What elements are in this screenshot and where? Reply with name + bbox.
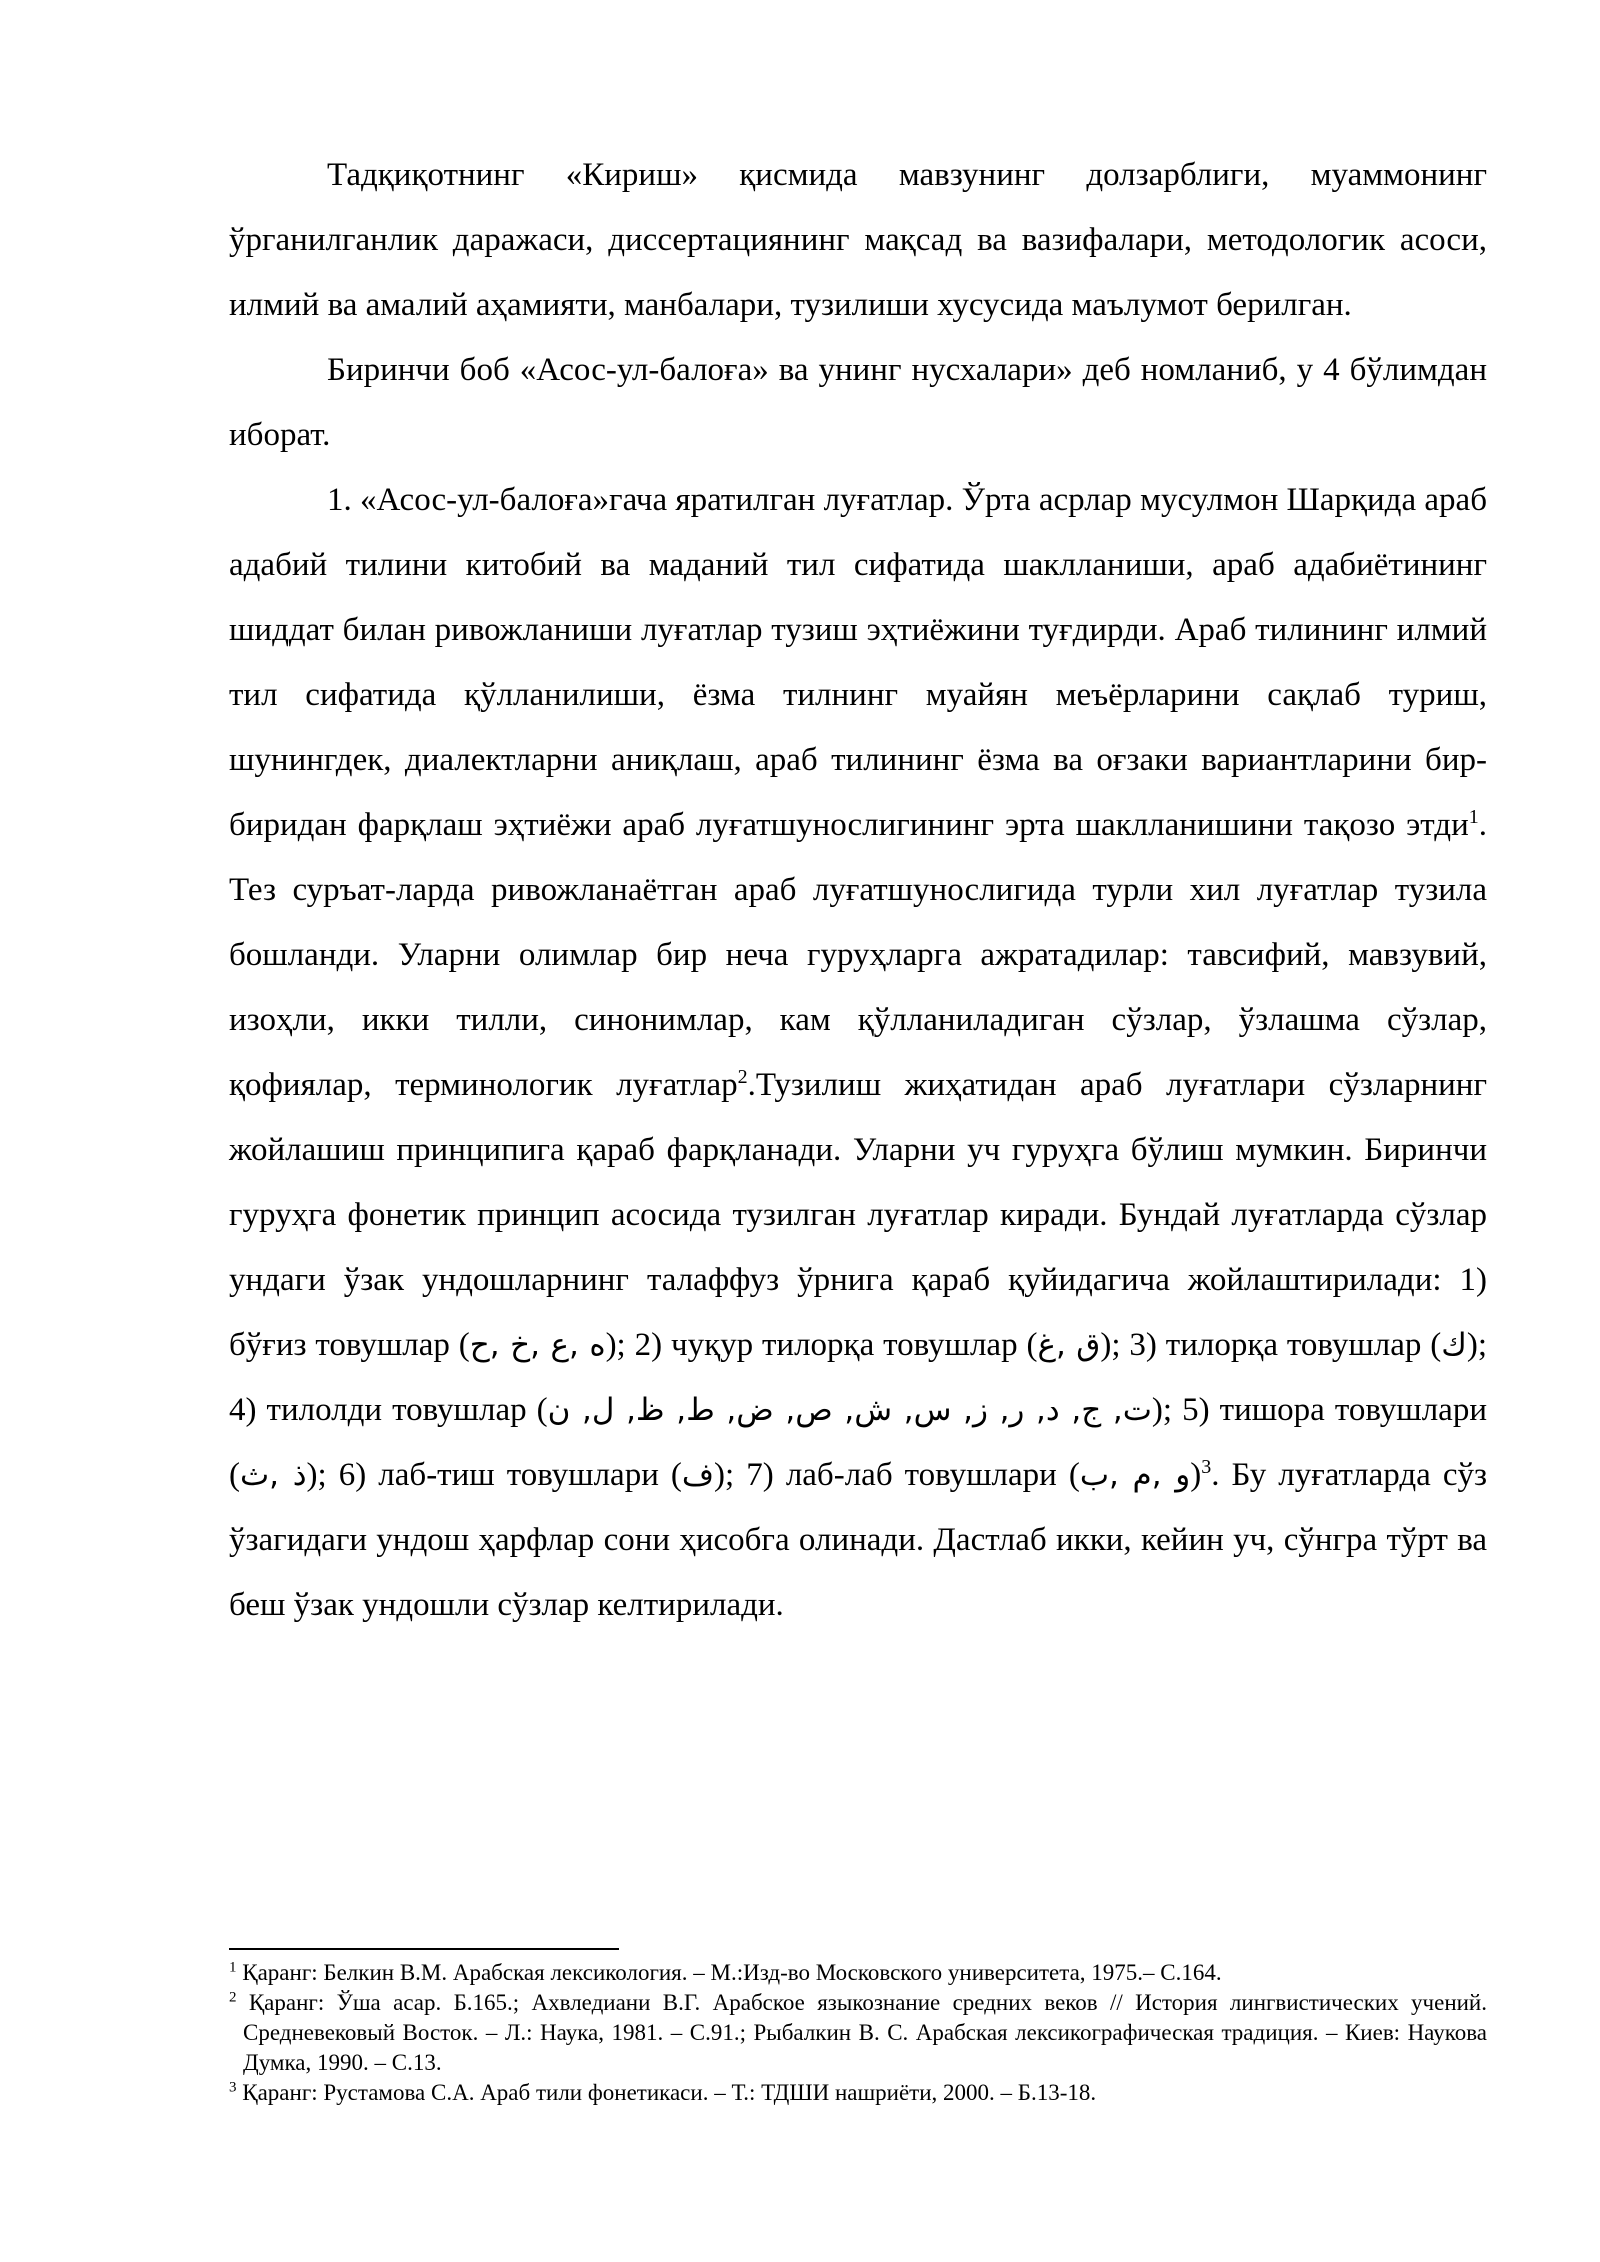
footnote-reference-2[interactable]: 2 (737, 1066, 748, 1088)
text-run: ); 5) тишора товушлари ( (229, 1392, 1487, 1493)
text-run: ); 4) тилолди товушлар ( (229, 1327, 1487, 1428)
footnote-text: Қаранг: Рустамова С.А. Араб тили фонетикаси. – Т.: ТДШИ нашриёти, 2000. – Б.13-18. (236, 2080, 1097, 2105)
arabic-letters-bilabial: و ,م ,ب (1079, 1457, 1191, 1493)
arabic-letters-glottal: ه ,ع ,خ ,ح (469, 1327, 606, 1363)
footnote-separator (229, 1948, 619, 1950)
text-run: 1. «Асос-ул-балоға»гача яратилган луғатлар. Ўрта асрлар мусулмон Шарқида араб адабий тилини китобий ва маданий тил сифатида шаклланиши, араб адабиётининг шиддат билан ривожланиши луғатлар тузиш эҳтиёжини туғдирди. Араб тилининг илмий тил сифатида қўлланилиши, ёзма тилнинг муайян меъёрларини сақлаб туриш, шунингдек, диалектларни аниқлаш, араб тилининг ёзма ва оғзаки вариантларини бир-биридан фарқлаш эҳтиёжи араб луғатшунослигининг эрта шаклланишини тақозо этди (229, 482, 1487, 843)
footnote-number: 1 (229, 1959, 237, 1976)
paragraph-chapter-one (229, 338, 1487, 468)
text-run: ); 6) лаб-тиш товушлари ( (306, 1457, 682, 1493)
paragraph-2-text: Биринчи боб «Асос-ул-балоға» ва унинг нусхалари» деб номланиб, у 4 бўлимдан иборат. (229, 352, 1487, 453)
footnote-2 (229, 1988, 1487, 2078)
text-run: ); 2) чуқур тилорқа товушлар ( (605, 1327, 1038, 1363)
arabic-letters-labiodental: ف (681, 1457, 715, 1493)
text-run: ); 3) тилорқа товушлар ( (1100, 1327, 1442, 1363)
footnote-reference-1[interactable]: 1 (1468, 806, 1479, 828)
footnotes (229, 1958, 1487, 2108)
arabic-letters-alveolar: ت, ج, د, ر, ز, س, ش, ص, ض, ط, ظ, ل, ن (547, 1392, 1152, 1428)
main-text (229, 143, 1487, 1638)
footnote-reference-3[interactable]: 3 (1201, 1456, 1212, 1478)
footnote-text: Қаранг: Белкин В.М. Арабская лексикология. – М.:Изд-во Московского университета, 1975.– С.164. (236, 1960, 1222, 1985)
footnote-number: 3 (229, 2079, 237, 2096)
text-run: . Тез суръат-ларда ривожланаётган араб луғатшунослигида турли хил луғатлар тузила бошланди. Уларни олимлар бир неча гуруҳларга ажратадилар: тавсифий, мавзувий, изоҳли, икки тилли, синонимлар, кам қўлланиладиган сўзлар, ўзлашма сўзлар, қофиялар, терминологик луғатлар (229, 807, 1487, 1103)
footnote-text: Қаранг: Ўша асар. Б.165.; Ахвледиани В.Г. Арабское языкознание средних веков // История лингвистических учений. Средневековый Восток. – Л.: Наука, 1981. – С.91.; Рыбалкин В. С. Арабская лексикографическая традиция. – Киев: Наукова Думка, 1990. – С.13. (236, 1990, 1487, 2075)
text-run: .Тузилиш жиҳатидан араб луғатлари сўзларнинг жойлашиш принципига қараб фарқланади. Уларни уч гуруҳга бўлиш мумкин. Биринчи гуруҳга фонетик принцип асосида тузилган луғатлар киради. Бундай луғатларда сўзлар ундаги ўзак ундошларнинг талаффуз ўрнига қараб қуйидагича жойлаштирилади: 1) бўғиз товушлар ( (229, 1067, 1487, 1363)
footnote-1 (229, 1958, 1487, 1988)
arabic-letters-interdental: ذ ,ث (240, 1457, 307, 1493)
paragraph-section-one (229, 468, 1487, 1638)
text-run: ); 7) лаб-лаб товушлари ( (714, 1457, 1080, 1493)
text-run: ) (1190, 1457, 1202, 1493)
paragraph-introduction (229, 143, 1487, 338)
text-run: . Бу луғатларда сўз ўзагидаги ундош ҳарфлар сони ҳисобга олинади. Дастлаб икки, кейин уч, сўнгра тўрт ва беш ўзак ундошли сўзлар келтирилади. (229, 1457, 1488, 1623)
footnote-number: 2 (229, 1989, 237, 2006)
paragraph-1-text: Тадқиқотнинг «Кириш» қисмида мавзунинг долзарблиги, муаммонинг ўрганилганлик даражаси, диссертациянинг мақсад ва вазифалари, методологик асоси, илмий ва амалий аҳамияти, манбалари, тузилиши хусусида маълумот берилган. (229, 157, 1487, 323)
footnote-3 (229, 2078, 1487, 2108)
arabic-letters-uvular: ق ,غ (1037, 1327, 1101, 1363)
arabic-letters-velar: ك (1441, 1327, 1467, 1363)
